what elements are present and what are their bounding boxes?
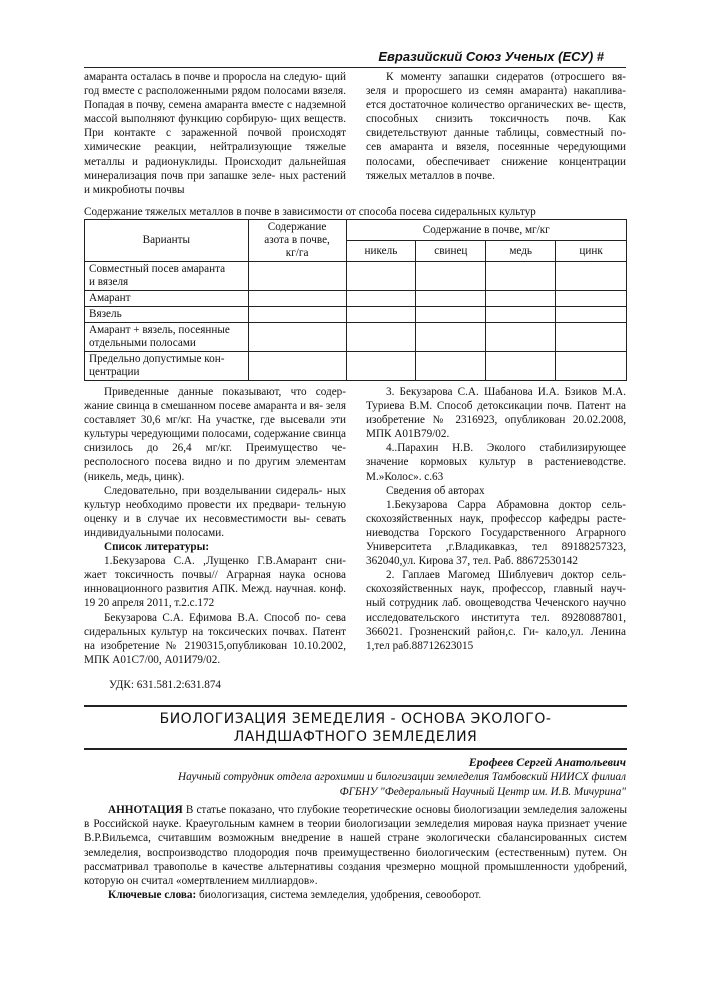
article-title: БИОЛОГИЗАЦИЯ ЗЕМЕДЕЛИЯ - ОСНОВА ЭКОЛОГО- ЛАНДШАФТНОГО ЗЕМЛЕДЕЛИЯ <box>84 705 627 750</box>
mid-right-column <box>366 385 626 653</box>
abstract-paragraph: АННОТАЦИЯ В статье показано, что глубокие теоретические основы биологизации земледелия заложены в Российской науке. Краеугольным камнем в теории биологизации земледелия мировая наука признает учение В.Р.Вильемса, считавшим возможным внедрение в нашей стране экологически сбалансированных систем земледелия, воспроизводство плодородия почв преимущественно биологическим (естественным) путем. Он рассматривал травополье в качестве альтернативы создания чрезмерно мощной промышленности удобрений, которую он считал «омертвлением миллиардов». <box>84 804 627 888</box>
table-row <box>85 291 627 307</box>
row-label: Предельно допустимые кон- центрации <box>85 352 249 381</box>
authors-heading: Сведения об авторах <box>386 484 485 497</box>
header-zinc: цинк <box>556 241 627 262</box>
row-label: Совместный посев амаранта и вязеля <box>85 262 249 291</box>
header-lead: свинец <box>416 241 486 262</box>
references-heading: Список литературы: <box>104 541 210 554</box>
row-label: Вязель <box>85 307 249 323</box>
reference-item: 4..Парахин Н.В. Эколого стабилизирующее значение кормовых культур в растениеводстве. М.»Колос». с.63 <box>366 442 626 483</box>
metals-table <box>84 219 627 381</box>
top-right-column <box>366 70 626 183</box>
table-row <box>85 262 627 291</box>
paragraph: Приведенные данные показывают, что содер- жание свинца в смешанном посеве амаранта и вя- зеля составляет 30,6 мг/кг. На участке, где высевали эти культуры чередующими полосами, содержание свинца снизилось до 26,4 мг/кг. Преимущество че- респолосного посева видно и по другим элементам (никель, медь, цинк). <box>84 386 347 483</box>
journal-title: Евразийский Союз Ученых (ЕСУ) # <box>378 49 604 64</box>
keywords-label: Ключевые слова: <box>108 889 197 902</box>
table-caption: Содержание тяжелых металлов в почве в зависимости от способа посева сидеральных культур <box>84 206 536 218</box>
author-info: 2. Гаплаев Магомед Шиблуевич доктор сель- скохозяйственных наук, профессор, главный науч- ный сотрудник лаб. овощеводства Чеченского научно исследовательского института тел. 89280887801, 366021. Грозненский район,с. Ги- кало,ул. Ленина 1,тел раб.88712623015 <box>366 569 626 652</box>
header-variants: Варианты <box>85 220 249 262</box>
reference-item: 1.Бекузарова С.А. ,Лущенко Г.В.Амарант сни- жает токсичность почвы// Аграрная наука основа инновационного развития АПК. Межд. научная. конф. 19 20 апреля 2011, т.2.с.172 <box>84 555 346 610</box>
row-label: Амарант + вязель, посеянные отдельными полосами <box>85 323 249 352</box>
header-copper: медь <box>486 241 556 262</box>
table-header-row <box>85 220 627 241</box>
table-row <box>85 307 627 323</box>
page-header <box>84 47 626 68</box>
mid-left-column <box>84 385 346 667</box>
header-soil-content: Содержание в почве, мг/кг <box>346 220 627 241</box>
reference-item: 3. Бекузарова С.А. Шабанова И.А. Бзиков М.А. Туриева В.М. Способ детоксикации почв. Патент на изобретение № 2316923, опубликован 20.02.2008, МПК А01В79/02. <box>366 386 627 441</box>
header-nickel: никель <box>346 241 416 262</box>
abstract <box>84 803 627 902</box>
table-row <box>85 323 627 352</box>
table-row <box>85 352 627 381</box>
abstract-label: АННОТАЦИЯ <box>108 804 183 816</box>
article-author: Ерофеев Сергей Анатольевич <box>468 755 626 769</box>
reference-item: Бекузарова С.А. Ефимова В.А. Способ по- сева сидеральных культур на токсических почвах. Патент на изобретение № 2190315,опубликован 10.10.2002, МПК А01С7/00, А01И79/02. <box>84 611 347 666</box>
author-affiliation: Научный сотрудник отдела агрохимии и билогизации земледелия Тамбовский НИИСХ филиал ФГБНУ "Федеральный Научный Центр им. И.В. Мичурина" <box>178 771 626 798</box>
udk-code: УДК: 631.581.2:631.874 <box>109 679 222 691</box>
paragraph: К моменту запашки сидератов (отросшего вя- зеля и проросшего из семян амаранта) накаплива- ется достаточное количество органических ве- ществ, способных снизить токсичность почв. Как свидетельствуют данные таблицы, совместный по- сев амаранта и вязеля, посеянные чередующими полосами, обеспечивает снижение концентрации тяжелых металлов в почве. <box>366 71 626 182</box>
author-info: 1.Бекузарова Сарра Абрамовна доктор сель- скохозяйственных наук, профессор кафедры расте- ниеводства Горского Государственного Аграрного Университета ,г.Владикавказ, тел 89188257323, 362040,ул. Кирова 37, тел. Раб. 88672530142 <box>366 498 626 568</box>
keywords: Ключевые слова: биологизация, система земледелия, удобрения, севооборот. <box>108 889 482 902</box>
paragraph: Следовательно, при возделывании сидераль- ных культур необходимо провести их предвари- тельную оценку и в случае их несовместимости вы- севать индивидуальными полосами. <box>84 484 347 539</box>
header-nitrogen: Содержание азота в почве, кг/га <box>248 220 346 262</box>
row-label: Амарант <box>85 291 249 307</box>
top-left-column <box>84 70 346 197</box>
paragraph: амаранта осталась в почве и проросла на следую- щий год вместе с расположенными рядом полосами вязеля. Попадая в почву, семена амаранта вместе с надземной массой выполняют функцию сорбирую- щих веществ. При контакте с зараженной почвой происходят химические реакции, нейтрализующие тяжелые металлы и радионуклиды. Происходит дальнейшая минерализация почв при запашке зеле- ных растений и микробиоты почвы <box>84 71 347 196</box>
